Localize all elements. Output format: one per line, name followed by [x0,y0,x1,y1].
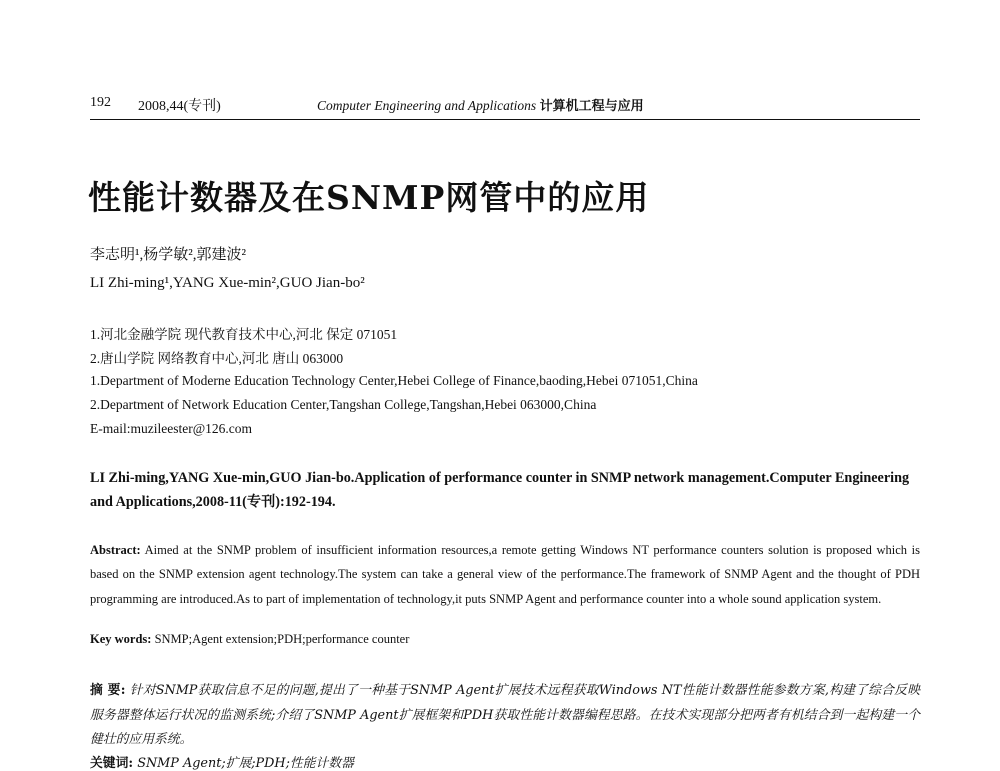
keywords-cn-label: 关键词: [90,756,134,771]
authors-cn: 李志明¹,杨学敏²,郭建波² [90,247,246,263]
abstract-text: Aimed at the SNMP problem of insufficient information resources,a remote getting Windows NT performance counters solution is proposed which is based on the SNMP extension agent technology.The system can take a general view of the performance.The framework of SNMP Agent and the thought of PDH programming are introduced.As to part of implementation of technology,it puts SNMP Agent and performance counter into a whole sound application system. [90,543,921,606]
affiliation-1-cn: 1.河北金融学院 现代教育技术中心,河北 保定 071051 [90,327,398,342]
abstract-cn-text: 针对SNMP获取信息不足的问题,提出了一种基于SNMP Agent扩展技术远程获取Windows NT性能计数器性能参数方案,构建了综合反映服务器整体运行状况的监测系统;介绍了SNMP Agent扩展框架和PDH获取性能计数器编程思路。在技术实现部分把两者有机结合到一起构建一个健壮的应用系统。 [90,683,920,747]
keywords-label: Key words: [90,632,152,646]
keywords-cn [90,752,354,771]
keywords-text: SNMP;Agent extension;PDH;performance counter [154,632,410,646]
abstract-label: Abstract: [90,543,141,557]
volume-info: 2008,44(专刊) [138,99,221,114]
affiliation-2-cn: 2.唐山学院 网络教育中心,河北 唐山 063000 [90,351,344,366]
affiliation-2-en: 2.Department of Network Education Center,Tangshan College,Tangshan,Hebei 063000,China [90,397,597,412]
page-number: 192 [90,95,111,110]
citation: LI Zhi-ming,YANG Xue-min,GUO Jian-bo.Application of performance counter in SNMP network management.Computer Engineering and Applications,2008-11(专刊):192-194. [90,470,910,510]
running-header [90,95,920,119]
header-rule [90,119,920,120]
authors-en: LI Zhi-ming¹,YANG Xue-min²,GUO Jian-bo² [90,275,365,291]
keywords [90,632,409,647]
journal-name-cn: 计算机工程与应用 [539,99,644,114]
paper-title: 性能计数器及在SNMP网管中的应用 [88,178,650,217]
affiliation-1-en: 1.Department of Moderne Education Technology Center,Hebei College of Finance,baoding,Hebei 071051,China [90,373,698,388]
email: E-mail:muzileester@126.com [90,421,253,436]
journal-name-en: Computer Engineering and Applications [317,98,537,113]
abstract-cn [90,679,920,753]
abstract-cn-label: 摘 要: [90,683,126,698]
journal-name [317,95,644,115]
keywords-cn-text: SNMP Agent;扩展;PDH;性能计数器 [137,756,354,771]
abstract [90,538,920,611]
